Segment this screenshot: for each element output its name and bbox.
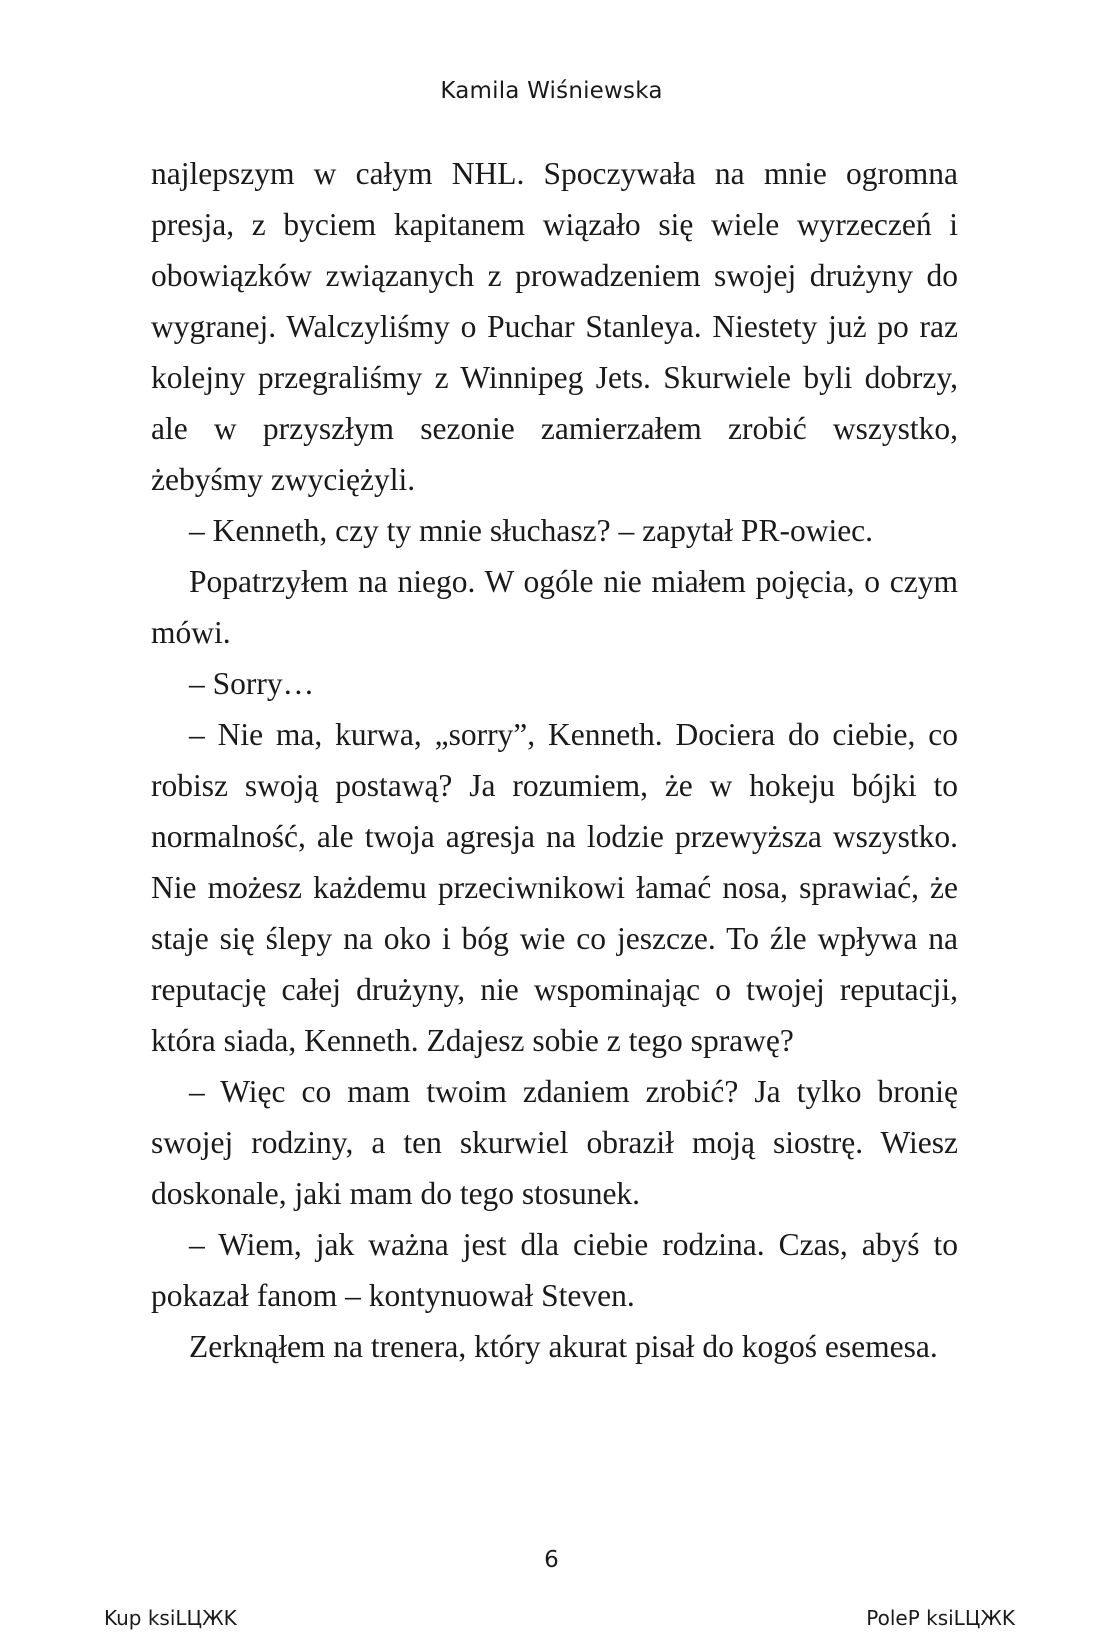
paragraph-4: – Sorry… xyxy=(189,666,315,701)
footer-right-link[interactable]: PoleP ksiLЦЖK xyxy=(866,1606,1015,1630)
page-number: 6 xyxy=(544,1547,559,1573)
paragraph-5: – Nie ma, kurwa, „sorry”, Kenneth. Dociera do ciebie, co robisz swoją postawą? Ja rozumiem, że w hokeju bójki to normalność, ale twoja agresja na lodzie przewyższa wszystko. Nie możesz każdemu przeciwnikowi łamać nosa, sprawiać, że staje się ślepy na oko i bóg wie co jeszcze. To źle wpływa na reputację całej drużyny, nie wspominając o twojej reputacji, która siada, Kenneth. Zdajesz sobie z tego sprawę? xyxy=(151,717,958,1058)
paragraph-1: najlepszym w całym NHL. Spoczywała na mnie ogromna presja, z byciem kapitanem wiązało się wiele wyrzeczeń i obowiązków związanych z prowadzeniem swojej drużyny do wygranej. Walczyliśmy o Puchar Stanleya. Niestety już po raz kolejny przegraliśmy z Winnipeg Jets. Skurwiele byli dobrzy, ale w przyszłym sezonie zamierzałem zrobić wszystko, żebyśmy zwyciężyli. xyxy=(151,156,958,497)
paragraph-6: – Więc co mam twoim zdaniem zrobić? Ja tylko bronię swojej rodziny, a ten skurwiel obraził moją siostrę. Wiesz doskonale, jaki mam do tego stosunek. xyxy=(151,1074,958,1211)
running-header-author: Kamila Wiśniewska xyxy=(440,78,663,104)
paragraph-2: – Kenneth, czy ty mnie słuchasz? – zapytał PR-owiec. xyxy=(189,513,874,548)
page-body xyxy=(151,148,958,1372)
footer-left-link[interactable]: Kup ksiLЦЖK xyxy=(104,1606,237,1630)
paragraph-3: Popatrzyłem na niego. W ogóle nie miałem pojęcia, o czym mówi. xyxy=(151,564,958,650)
paragraph-7: – Wiem, jak ważna jest dla ciebie rodzina. Czas, abyś to pokazał fanom – kontynuował Steven. xyxy=(151,1227,958,1313)
paragraph-8: Zerknąłem na trenera, który akurat pisał do kogoś esemesa. xyxy=(189,1329,938,1364)
